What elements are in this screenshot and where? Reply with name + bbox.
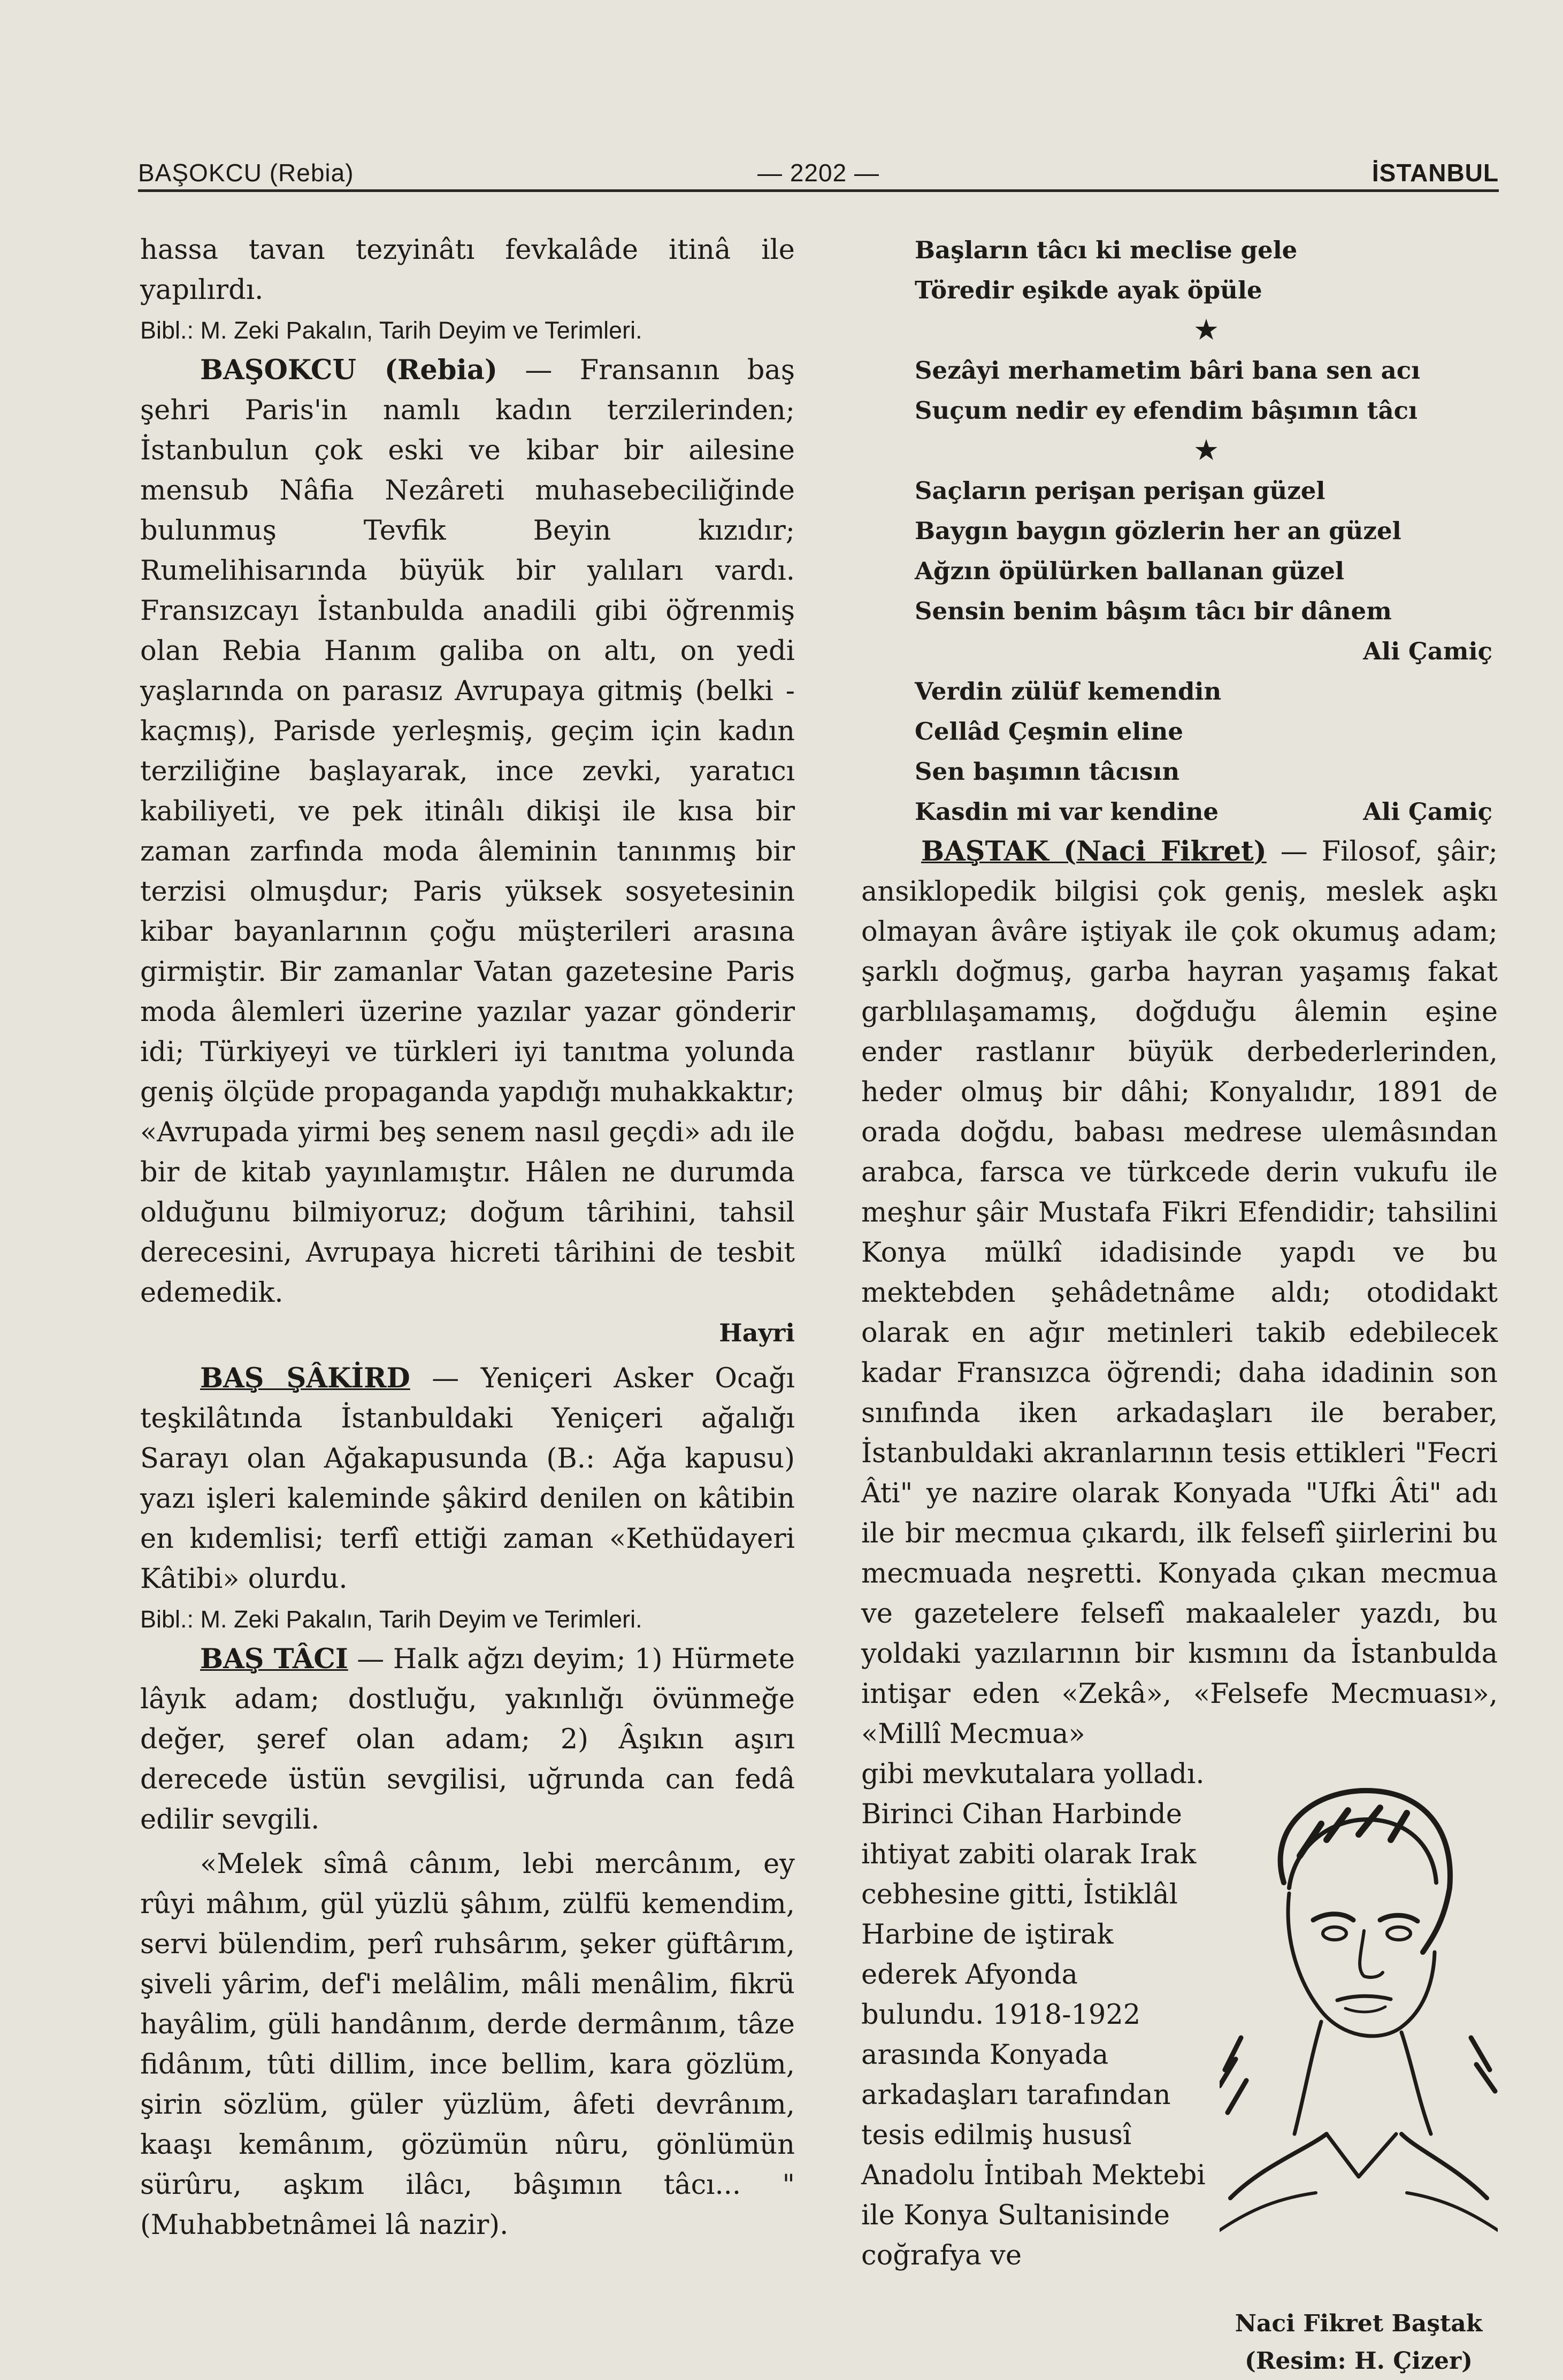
verse-line: Başların tâcı ki meclise gele: [915, 236, 1298, 264]
caption-credit: (Resim: H. Çizer): [1245, 2347, 1473, 2375]
page-header: [138, 155, 1499, 192]
verse-author: Ali Çamiç: [1363, 637, 1492, 665]
entry-body: — Fransanın baş şehri Paris'in namlı kadın terzilerinden; İstanbulun çok eski ve kibar bir ailesine mensub Nâfia Nezâreti muhasebeciliğinde bulunmuş Tevfik Beyin kızıdır; Rumelihisarında büyük bir yalıları vardı. Fransızcayı İstanbulda anadili gibi öğrenmiş olan Rebia Hanım galiba on altı, on yedi yaşlarında on parasız Avrupaya gitmiş (belki - kaçmış), Parisde yerleşmiş, geçim için kadın terziliğine başlayarak, ince zevki, yaratıcı kabiliyeti, ve pek itinâlı dikişi ile kısa bir zaman zarfında moda âleminin tanınmış bir terzisi olmuşdur; Paris yüksek sosyetesinin kibar bayanlarının çoğu müşterileri arasına girmiştir. Bir zamanlar Vatan gazetesine Paris moda âlemleri üzerine yazılar yazar gönderir idi; Türkiyeyi ve türkleri iyi tanıtma yolunda geniş ölçüde propaganda yapdığı muhakkaktır; «Avrupada yirmi beş senem nasıl geçdi» adı ile bir de kitab yayınlamıştır. Hâlen ne durumda olduğunu bilmiyoruz; doğum târihini, tahsil derecesini, Avrupaya hicreti târihini de tesbit edemedik.: [140, 355, 795, 1309]
entry-bastak: [861, 832, 1498, 1754]
bibliography: Bibl.: M. Zeki Pakalın, Tarih Deyim ve Terimleri.: [140, 1606, 642, 1633]
verse-line: Suçum nedir ey efendim bâşımın tâcı: [915, 396, 1418, 425]
verse-line-with-author: [915, 792, 1498, 832]
entry-basokcu: [140, 350, 795, 1313]
portrait-caption: [1220, 2305, 1498, 2380]
entry-heading: BAŞ TÂCI: [200, 1643, 348, 1675]
verse-line: Sezâyi merhametim bâri bana sen acı: [915, 356, 1421, 385]
left-column: [140, 230, 795, 2245]
star-separator: ★: [1194, 315, 1218, 345]
continuation-paragraph: hassa tavan tezyinâtı fevkalâde itinâ ile yapılırdı.: [140, 234, 795, 306]
entry-body: — Halk ağzı deyim; 1) Hürmete lâyık adam; dostluğu, yakınlığı övünmeğe değer, şeref olan adam; 2) Âşıkın aşırı derecede üstün sevgilisi, uğrunda can fedâ edilir sevgili.: [140, 1644, 795, 1836]
entry-bas-sakird: [140, 1358, 795, 1599]
verse-line: Kasdin mi var kendine: [915, 797, 1219, 826]
verse-line: Sen başımın tâcısın: [915, 757, 1180, 786]
verse-block: [861, 230, 1498, 832]
entry-body-continued: gibi mevkutalara yolladı. Birinci Cihan Harbinde ihtiyat zabiti olarak Irak cebhesine gitti, İstiklâl Harbine de iştirak ederek Afyonda bulundu. 1918-1922 arasında Konyada arkadaşları tarafından tesis edilmiş hususî Anadolu İntibah Mektebi ile Konya Sultanisinde coğrafya ve: [861, 1759, 1206, 2271]
entry-author: Hayri: [719, 1318, 795, 1347]
verse-line: Ağzın öpülürken ballanan güzel: [915, 557, 1345, 585]
bibliography: Bibl.: M. Zeki Pakalın, Tarih Deyim ve Terimleri.: [140, 317, 642, 344]
verse-line: Saçların perişan perişan güzel: [915, 477, 1326, 505]
caption-name: Naci Fikret Baştak: [1235, 2310, 1483, 2337]
entry-body: — Yeniçeri Asker Ocağı teşkilâtında İstanbuldaki Yeniçeri ağalığı Sarayı olan Ağakapusunda (B.: Ağa kapusu) yazı işleri kaleminde şâkird denilen on kâtibin en kıdemlisi; terfî ettiği zaman «Kethüdayeri Kâtibi» olurdu.: [140, 1363, 795, 1595]
star-separator: ★: [1194, 435, 1218, 465]
entry-heading: BAŞ ŞÂKİRD: [200, 1362, 410, 1394]
entry-body: — Filosof, şâir; ansiklopedik bilgisi çok geniş, meslek aşkı olmayan âvâre iştiyak ile çok okumuş adam; şarklı doğmuş, garba hayran yaşamış fakat garblılaşamamış, doğduğu âlemin eşine ender rastlanır büyük derbederlerinden, heder olmuş bir dâhi; Konyalıdır, 1891 de orada doğdu, babası medrese ulemâsından arabca, farsca ve türkcede derin vukufu ile meşhur şâir Mustafa Fikri Efendidir; tahsilini Konya mülkî idadisinde yapdı ve bu mektebden şehâdetnâme aldı; otodidakt olarak en ağır metinleri takib edebilecek kadar Fransızca öğrendi; daha idadinin son sınıfında iken arkadaşları ile beraber, İstanbuldaki akranlarının tesis ettikleri "Fecri Âti" ye nazire olarak Konyada "Ufki Âti" adı ile bir mecmua çıkardı, ilk felsefî şiirlerini bu mecmuada neşretti. Konyada çıkan mecmua ve gazetelere felsefî makaaleler yazdı, bu yoldaki yazılarının bir kısmını da İstanbulda intişar eden «Zekâ», «Felsefe Mecmuası», «Millî Mecmua»: [861, 836, 1498, 1750]
bastak-continued: [861, 1754, 1498, 2375]
running-head-right: İSTANBUL: [1372, 159, 1499, 187]
entry-heading: BAŞOKCU (Rebia): [200, 354, 498, 386]
verse-author: Ali Çamiç: [1363, 797, 1492, 826]
running-head-left: BAŞOKCU (Rebia): [138, 159, 354, 187]
verse-line: Töredir eşikde ayak öpüle: [915, 276, 1262, 304]
verse-line: Baygın baygın gözlerin her an güzel: [915, 517, 1401, 545]
right-column: [861, 230, 1498, 2380]
verse-line: Cellâd Çeşmin eline: [915, 717, 1183, 746]
quotation: «Melek sîmâ cânım, lebi mercânım, ey rûyi mâhım, gül yüzlü şâhım, zülfü kemendim, servi bülendim, perî ruhsârım, şeker güftârım, şiveli yârim, def'i melâlim, mâli menâlim, fikrü hayâlim, güli handânım, derde dermânım, tâze fidânım, tûti dillim, ince bellim, kara gözlüm, şirin sözlüm, güler yüzlüm, âfeti devrânım, kaaşı kemânım, gözümün nûru, gönlümün sürûru, aşkım ilâcı, bâşımın tâcı... "(Muhabbetnâmei lâ nazir).: [140, 1848, 795, 2241]
entry-heading: BAŞTAK (Naci Fikret): [921, 835, 1267, 867]
entry-bas-taci: [140, 1639, 795, 1840]
portrait-sketch: [1220, 1760, 1498, 2294]
verse-line: Sensin benim bâşım tâcı bir dânem: [915, 597, 1392, 625]
portrait-figure: [1220, 1760, 1498, 2380]
page-number: — 2202 —: [757, 159, 879, 187]
verse-line: Verdin zülüf kemendin: [915, 677, 1222, 705]
